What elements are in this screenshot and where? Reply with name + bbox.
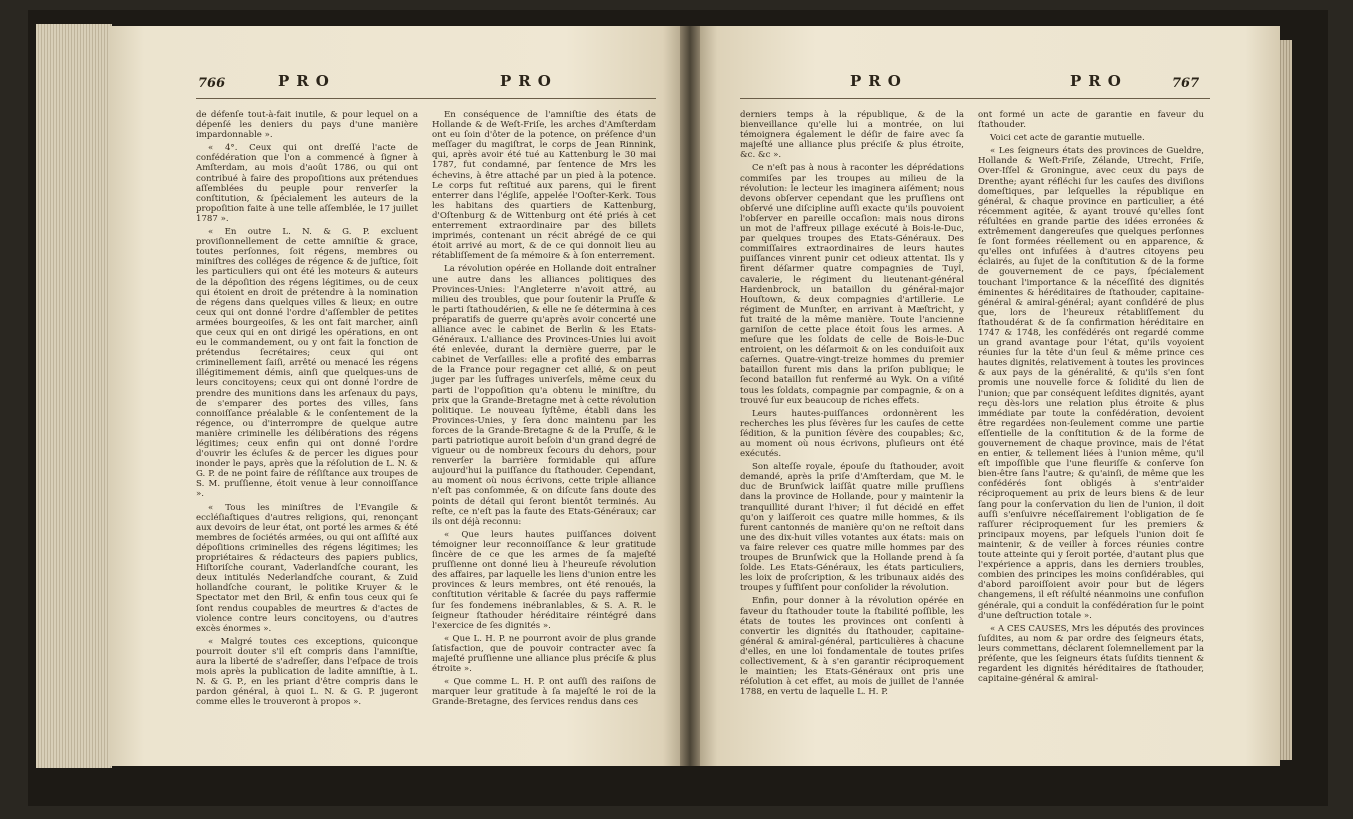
- right-page: [700, 26, 1280, 766]
- book-gutter: [680, 26, 700, 766]
- paragraph: derniers temps à la république, & de la bienveillance qu'elle lui a montrée, on lui témoignera également le déſir de faire avec ſa majeſté une alliance plus préciſe & plus étroite, &c. &c ».: [740, 110, 964, 161]
- head-rule-left: [196, 98, 656, 99]
- left-page-column-2: [432, 110, 656, 710]
- page-number-left: 766: [198, 76, 226, 91]
- running-head-left-a: PRO: [278, 72, 336, 90]
- paragraph: Ce n'eſt pas à nous à raconter les déprédations commiſes par les troupes au milieu de la révolution: le lecteur les imaginera aiſément; nous devons obſerver cependant que les pruſſiens ont obſervé une diſcipline auſſi exacte qu'ils pouvoient l'obſerver en pareille occaſion: mais nous dirons un mot de l'affreux pillage exécuté à Bois-le-Duc, par quelques troupes des Etats-Généraux. Des commiſſaires extraordinaires de leurs hautes puiſſances vinrent punir cet odieux attentat. Ils y firent déſarmer quatre compagnies de Tuyl, cavalerie, le régiment du lieutenant-général Hardenbrock, un bataillon du général-major Houſtown, & deux compagnies d'artillerie. Le régiment de Munſter, en arrivant à Mæſtricht, y fut traité de la même manière. Toute l'ancienne garniſon de cette place étoit ſous les armes. A meſure que les ſoldats de celle de Bois-le-Duc entroient, on les déſarmoit & on les conduiſoit aux caſernes. Quatre-vingt-treize hommes du premier bataillon furent mis dans la priſon publique; le ſecond bataillon fut renfermé au Wyk. On a viſité tous les ſoldats, compagnie par compagnie, & on a trouvé ſur eux beaucoup de riches effets.: [740, 163, 964, 406]
- paragraph: Son alteſſe royale, épouſe du ſtathouder, avoit demandé, après la priſe d'Amſterdam, que M. le duc de Brunſwick laiſſât quatre mille pruſſiens dans la province de Hollande, pour y maintenir la tranquillité durant l'hiver; il fut décidé en effet qu'on y laiſſeroit ces quatre mille hommes, & ils furent cantonnés de manière qu'on ne reſtoit dans une des dix-huit villes votantes aux états: mais on va faire relever ces quatre mille hommes par des troupes de Brunſwick que la Hollande prend à ſa ſolde. Les Etats-Généraux, les états particuliers, les loix de proſcription, & les tribunaux aidés des troupes y ſuffiſent pour conſolider la révolution.: [740, 462, 964, 594]
- running-head-left-b: PRO: [500, 72, 558, 90]
- paragraph: Enfin, pour donner à la révolution opérée en faveur du ſtathouder toute la ſtabilité poſſible, les états de toutes les provinces ont conſenti à convertir les dignités du ſtathouder, capitaine-général & amiral-général, particulières à chacune d'elles, en une loi fondamentale de toutes priſes collectivement, & à s'en garantir réciproquement le maintien; les Etats-Généraux ont pris une réſolution à cet effet, au mois de juillet de l'année 1788, en vertu de laquelle L. H. P.: [740, 596, 964, 698]
- left-page-column-1: [196, 110, 418, 710]
- paragraph: En conséquence de l'amniſtie des états de Hollande & de Weſt-Friſe, les arches d'Amſterdam ont eu ſoin d'ôter de la potence, on préſence d'un meſſager du magiſtrat, le corps de Jean Rinnink, qui, après avoir été tué au Kattenburg le 30 mai 1787, fut condamné, par ſentence de Mrs les échevins, à être attaché par un pied à la potence. Le corps fut reſtitué aux parens, qui le firent enterrer dans l'égliſe, appelée l'Ooſter-Kerk. Tous les habitans des quartiers de Kattenburg, d'Oſtenburg & de Wittenburg ont été priés à cet enterrement extraordinaire par des billets imprimés, contenant un récit abrégé de ce qui étoit arrivé au mort, & de ce qui donnoit lieu au rétabliſſement de ſa mémoire & à ſon enterrement.: [432, 110, 656, 262]
- paragraph: « A CES CAUSES, Mrs les députés des provinces ſuſdites, au nom & par ordre des ſeigneurs états, leurs commettans, déclarent ſolemnellement par la préſente, que les ſeigneurs états ſuſdits tiennent & regardent les dignités héréditaires de ſtathouder, capitaine-général & amiral-: [978, 623, 1204, 685]
- paragraph: La révolution opérée en Hollande doit entraîner une autre dans les alliances politiques des Provinces-Unies: l'Angleterre n'avoit attré, au milieu des troubles, que pour ſoutenir la Pruſſe & le parti ſtathoudérien, & elle ne ſe détermina à ces préparatifs de guerre qu'après avoir concerté une alliance avec le cabinet de Berlin & les Etats-Généraux. L'alliance des Provinces-Unies lui avoit été enlevée, durant la dernière guerre, par le cabinet de Verſailles: elle a profité des embarras de la France pour regagner cet allié, & on peut juger par les ſuffrages univerſels, même ceux du parti de l'oppoſition qu'a obtenu le miniſtre, du prix que la Grande-Bretagne met à cette révolution politique. Le nouveau ſyſtême, établi dans les Provinces-Unies, y ſera donc maintenu par les forces de la Grande-Bretagne & de la Pruſſe, & le parti patriotique auroit beſoin d'un grand degré de vigueur ou de nombreux ſecours du dehors, pour renverſer la barrière formidable qui aſſure aujourd'hui la puiſſance du ſtathouder. Cependant, au moment où nous écrivons, cette triple alliance n'eſt pas conſommée, & on diſcute ſans doute des points de détail qui ſeront bientôt terminés. Au reſte, ce n'eſt pas la faute des Etats-Généraux; car ils ont déjà reconnu:: [432, 264, 656, 527]
- paragraph: Voici cet acte de garantie mutuelle.: [990, 133, 1145, 144]
- running-head-right-a: PRO: [850, 72, 908, 90]
- right-page-column-1: [740, 110, 964, 700]
- paragraph: ont formé un acte de garantie en faveur du ſtathouder.: [978, 110, 1204, 131]
- page-edges-right: [1278, 40, 1292, 760]
- paragraph: de défenſe tout-à-fait inutile, & pour lequel on a dépenſé les deniers du pays d'une manière impardonnable ».: [196, 110, 418, 141]
- paragraph: « 4°. Ceux qui ont dreſſé l'acte de confédération que l'on a commencé à ſigner à Amſterdam, au mois d'août 1786, ou qui ont contribué à faire des propoſitions aux prétendues aſſemblées du peuple pour renverſer la conſtitution, & ſpécialement les auteurs de la propoſition faite à une telle aſſemblée, le 17 juillet 1787 ».: [196, 143, 418, 224]
- paragraph: Leurs hautes-puiſſances ordonnèrent les recherches les plus ſévères ſur les cauſes de cette ſédition, & la punition ſévère des coupables; &c, au moment où nous écrivons, pluſieurs ont été exécutés.: [740, 408, 964, 460]
- paragraph: « En outre L. N. & G. P. excluent proviſionnellement de cette amniſtie & grace, toutes perſonnes, ſoit régens, membres ou miniſtres des colléges de régence & de juſtice, ſoit les particuliers qui ont été les moteurs & auteurs de la dépoſition des régens légitimes, ou de ceux qui étoient en droit de prétendre à la nomination de régens dans quelques villes & lieux; en outre ceux qui ont donné l'ordre d'aſſembler de petites armées bourgeoiſes, & les ont fait marcher, ainſi que ceux qui en ont dirigé les opérations, en ont eu le commandement, ou y ont fait la fonction de prétendus ſecrétaires; ceux qui ont criminellement ſaiſi, arrêté ou menacé les régens illégitimement démis, ainſi que quelques-uns de leurs concitoyens; ceux qui ont donné l'ordre de prendre des munitions dans les arſenaux du pays, de s'emparer des portes des villes, ſans connoiſſance préalable & le conſentement de la régence, ou d'interrompre de quelque autre manière criminelle les délibérations des régens légitimes; ceux enfin qui ont donné l'ordre d'ouvrir les écluſes & de percer les digues pour inonder le pays, après que la réſolution de L. N. & G. P. de ne point faire de réſiſtance aux troupes de S. M. pruſſienne, étoit venue à leur connoiſſance ».: [196, 227, 418, 500]
- paragraph: « Que leurs hautes puiſſances doivent témoigner leur reconnoiſſance & leur gratitude ſincère de ce que les armes de ſa majeſté pruſſienne ont donné lieu à l'heureuſe révolution des affaires, par laquelle les liens d'union entre les provinces & leurs membres, ont été renoués, la conſtitution véritable & ſacrée du pays raffermie ſur ſes fondemens inébranlables, & S. A. R. le ſeigneur ſtathouder héréditaire réintégré dans l'exercice de ſes dignités ».: [432, 529, 656, 631]
- paragraph: « Les ſeigneurs états des provinces de Gueldre, Hollande & Weſt-Friſe, Zélande, Utrecht, Friſe, Over-Iſſel & Groningue, avec ceux du pays de Drenthe; ayant réfléchi ſur les cauſes des diviſions domeſtiques, par leſquelles la république en général, & chaque province en particulier, a été récemment agitée, & ayant trouvé qu'elles ſont réſultées en grande partie des idées erronées & extrêmement dangereuſes que quelques perſonnes ſe ſont formées réellement ou en apparence, & qu'elles ont infuſées à d'autres citoyens peu éclairés, au ſujet de la conſtitution & de la forme de gouvernement de ce pays, ſpécialement touchant l'importance & la néceſſité des dignités éminentes & héréditaires de ſtathouder, capitaine-général & amiral-général; ayant conſidéré de plus que, lors de l'heureux rétabliſſement du ſtathoudérat & de ſa confirmation héréditaire en 1747 & 1748, les confédérés ont regardé comme un grand avantage pour l'état, qu'ils voyoient réunies ſur la tête d'un ſeul & même prince ces hautes dignités, relativement à toutes les provinces & aux pays de la généralité, & qu'ils s'en ſont promis une nouvelle force & ſolidité du lien de l'union; que par conséquent leſdites dignités, ayant reçu dès-lors une relation plus étroite & plus immédiate par toute la confédération, devoient être regardées non-ſeulement comme une partie eſſentielle de la conſtitution & de la forme de gouvernement de chaque province, mais de l'état en entier, & tellement liées à l'union même, qu'il eſt impoſſible que l'une fleuriſſe & conſerve ſon bien-être ſans l'autre; & qu'ainſi, de même que les confédérés ſont obligés à s'entr'aider réciproquement au prix de leurs biens & de leur ſang pour la conſervation du lien de l'union, il doit auſſi s'enſuivre néceſſairement l'obligation de ſe raſſurer réciproquement ſur les premiers & principaux moyens, par leſquels l'union doit ſe maintenir, & de veiller à forces réunies contre toute atteinte qui y ſeroit portée, d'autant plus que l'expérience a appris, dans les derniers troubles, combien des principes les moins conſidérables, qui d'abord paroiſſoient avoir pour but de légers changemens, il eſt réſulté néanmoins une confuſion générale, qui a conduit la confédération ſur le point d'une deſtruction totale ».: [978, 146, 1204, 621]
- paragraph: « Malgré toutes ces exceptions, quiconque pourroit douter s'il eſt compris dans l'amniſtie, aura la liberté de s'adreſſer, dans l'eſpace de trois mois après la publication de ladite amniſtie, à L. N. & G. P., en les priant d'être compris dans le pardon général, à quoi L. N. & G. P. jugeront comme elles le trouveront à propos ».: [196, 636, 418, 708]
- paragraph: « Que L. H. P. ne pourront avoir de plus grande ſatisfaction, que de pouvoir contracter avec ſa majeſté pruſſienne une alliance plus préciſe & plus étroite ».: [432, 633, 656, 675]
- running-head-right-b: PRO: [1070, 72, 1128, 90]
- head-rule-right: [740, 98, 1210, 99]
- right-page-column-2: [978, 110, 1204, 687]
- page-edges-left: [36, 24, 112, 768]
- paragraph: « Que comme L. H. P. ont auſſi des raiſons de marquer leur gratitude à ſa majeſté le roi de la Grande-Bretagne, des ſervices rendus dans ces: [432, 677, 656, 708]
- left-page: [110, 26, 680, 766]
- page-number-right: 767: [1172, 76, 1200, 91]
- paragraph: « Tous les miniſtres de l'Evangile & eccléſiaſtiques d'autres religions, qui, renonçant aux devoirs de leur état, ont porté les armes & été membres de ſociétés armées, ou qui ont aſſiſté aux dépoſitions criminelles des régens légitimes; les propriétaires & rédacteurs des papiers publics, Hiſtoriſche courant, Vaderlandſche courant, les deux intitulés Nederlandſche courant, & Zuid hollandſche courant, le politike Kruyer & le Spectator met den Bril, & enfin tous ceux qui ſe ſont rendus coupables de meurtres & d'actes de violence contre leurs concitoyens, ou d'autres excès énormes ».: [196, 502, 418, 634]
